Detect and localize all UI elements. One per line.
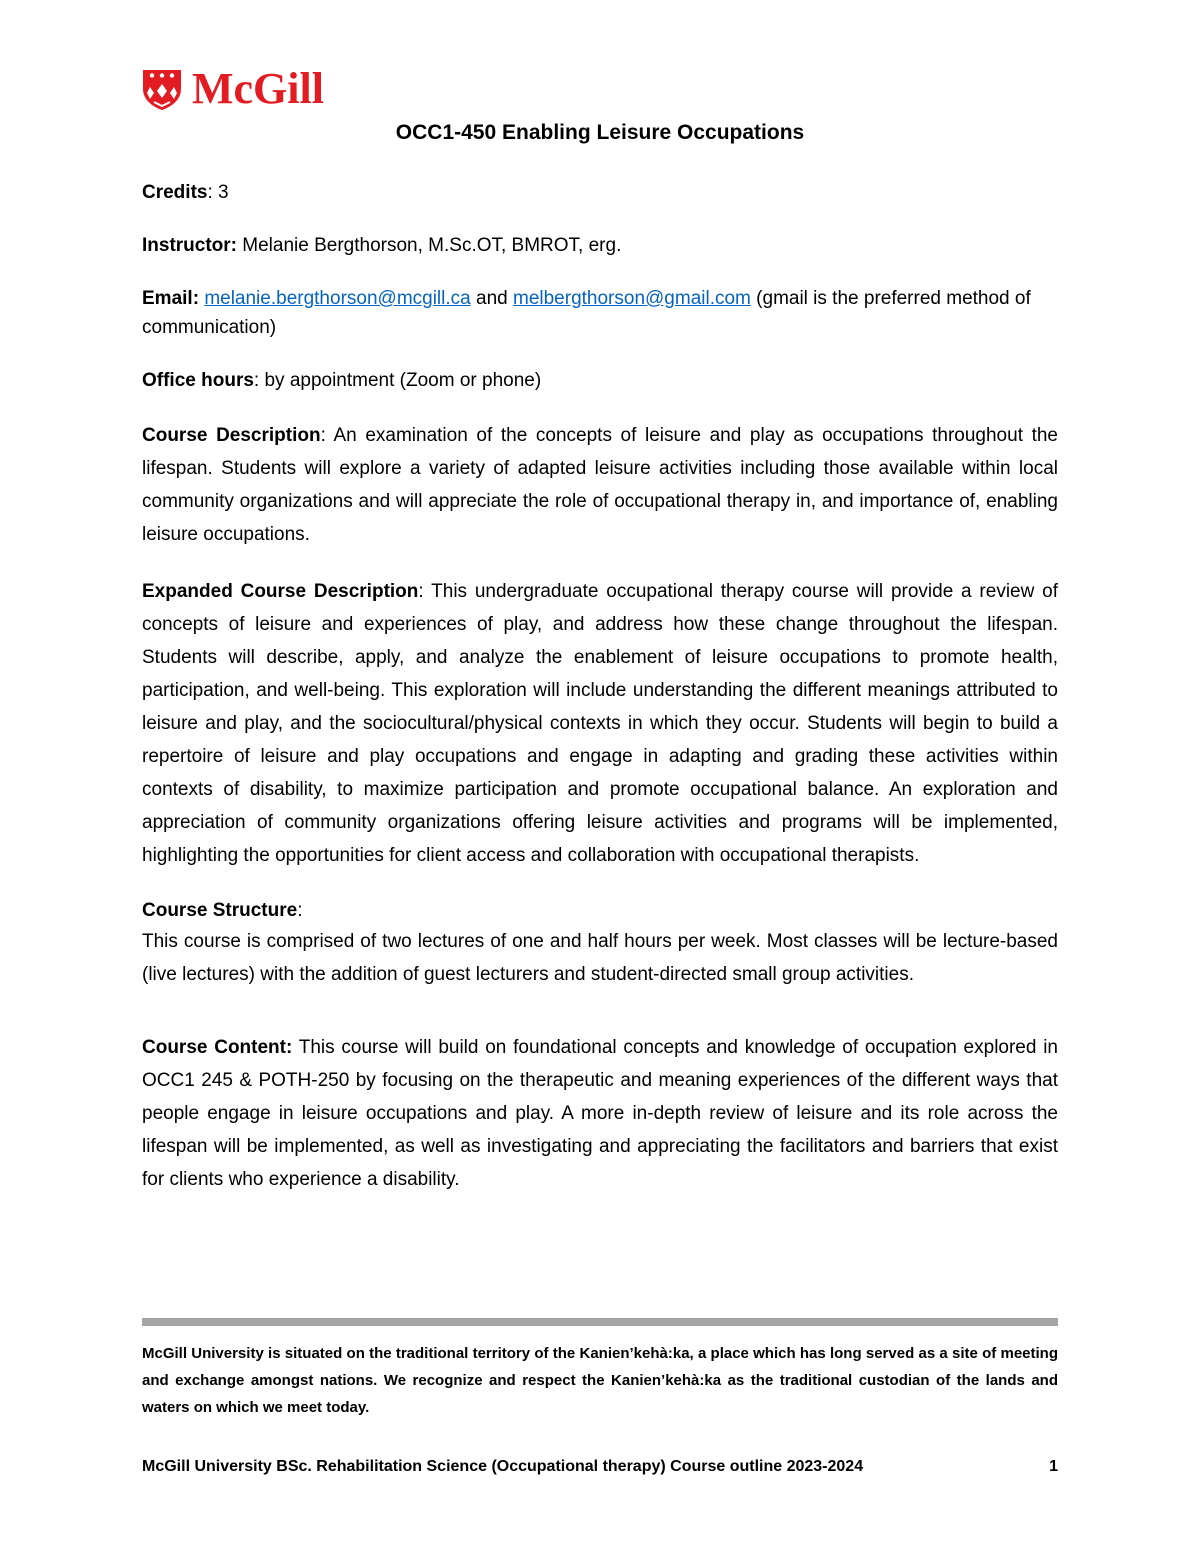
email-note: (gmail is the preferred method of communication) xyxy=(142,288,1031,338)
course-content xyxy=(142,1031,1058,1196)
course-content-text: This course will build on foundational concepts and knowledge of occupation explored in OCC1 245 & POTH-250 by focusing on the therapeutic and meaning experiences of the different ways that people engage in leisure occupations and play. A more in-depth review of leisure and its role across the lifespan will be implemented, as well as investigating and appreciating the facilitators and barriers that exist for clients who experience a disability. xyxy=(142,1037,1058,1190)
credits-value: 3 xyxy=(218,182,229,203)
course-outline xyxy=(142,118,1058,1220)
email-label: Email: xyxy=(142,288,200,309)
footer-text: McGill University BSc. Rehabilitation Science (Occupational therapy) Course outline 2023-2024 xyxy=(142,1458,864,1475)
course-structure-text: This course is comprised of two lectures of one and half hours per week. Most classes will be lecture-based (live lectures) with the addition of guest lecturers and student-directed small group activities. xyxy=(142,931,1058,985)
office-hours-label: Office hours xyxy=(142,370,254,391)
page-number: 1 xyxy=(1049,1458,1058,1475)
credits xyxy=(142,178,1058,207)
expanded-course-description xyxy=(142,575,1058,872)
email-link-mcgill[interactable]: melanie.bergthorson@mcgill.ca xyxy=(204,288,471,309)
office-hours xyxy=(142,366,1058,395)
course-description-separator: : xyxy=(320,425,334,446)
instructor-value: Melanie Bergthorson, M.Sc.OT, BMROT, erg. xyxy=(242,235,622,256)
office-hours-separator: : xyxy=(253,370,265,391)
credits-label: Credits xyxy=(142,182,208,203)
footer-divider xyxy=(142,1318,1058,1326)
course-content-label: Course Content: xyxy=(142,1037,293,1058)
course-description-text: An examination of the concepts of leisure and play as occupations throughout the lifespan. Students will explore a variety of adapted leisure activities including those available within local community organizations and will appreciate the role of occupational therapy in, and importance of, enabling leisure occupations. xyxy=(142,425,1058,545)
course-structure-separator: : xyxy=(297,900,303,921)
email xyxy=(142,284,1058,342)
logo-wordmark: McGill xyxy=(192,64,324,113)
course-description-label: Course Description xyxy=(142,425,321,446)
email-link-gmail[interactable]: melbergthorson@gmail.com xyxy=(513,288,751,309)
land-acknowledgement: McGill University is situated on the traditional territory of the Kanien’kehà:ka, a place which has long served as a site of meeting and exchange amongst nations. We recognize and respect the Kanien’kehà:ka as the traditional custodian of the lands and waters on which we meet today. xyxy=(142,1345,1058,1416)
course-structure-label: Course Structure xyxy=(142,900,298,921)
expanded-description-text: This undergraduate occupational therapy course will provide a review of concepts of leisure and experiences of play, and address how these change throughout the lifespan. Students will describe, apply, and analyze the enablement of leisure occupations to promote health, participation, and well-being. This exploration will include understanding the different meanings attributed to leisure and play, and the sociocultural/physical contexts in which they occur. Students will begin to build a repertoire of leisure and play occupations and engage in adapting and grading these activities within contexts of disability, to maximize participation and promote occupational balance. An exploration and appreciation of community organizations offering leisure activities and programs will be implemented, highlighting the opportunities for client access and collaboration with occupational therapists. xyxy=(142,581,1058,866)
course-title: OCC1-450 Enabling Leisure Occupations xyxy=(395,121,805,144)
mcgill-logo xyxy=(140,66,324,112)
expanded-description-separator: : xyxy=(418,581,432,602)
email-between: and xyxy=(476,288,508,309)
page-footer xyxy=(142,1458,1058,1476)
office-hours-value: by appointment (Zoom or phone) xyxy=(264,370,542,391)
instructor xyxy=(142,231,1058,260)
expanded-description-label: Expanded Course Description xyxy=(142,581,419,602)
credits-separator: : xyxy=(207,182,219,203)
mcgill-crest-icon xyxy=(140,67,184,111)
instructor-label: Instructor: xyxy=(142,235,237,256)
course-structure-heading xyxy=(142,896,1058,925)
course-description xyxy=(142,419,1058,551)
